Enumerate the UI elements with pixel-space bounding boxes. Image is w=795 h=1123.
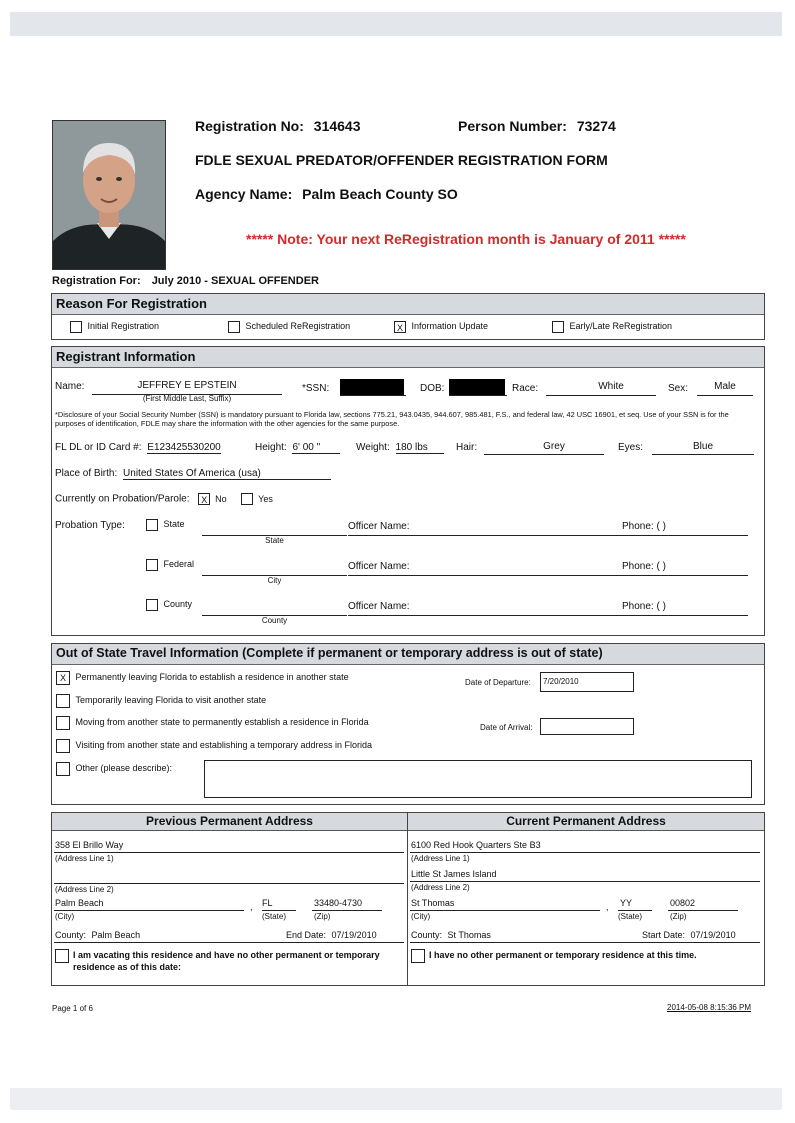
previous-city: Palm Beach — [55, 898, 104, 908]
eyes-value: Blue — [692, 441, 713, 452]
person-number-value: 73274 — [576, 118, 616, 134]
name-value: JEFFREY E EPSTEIN — [137, 380, 237, 391]
reregistration-note: ***** Note: Your next ReRegistration month is January of 2011 ***** — [246, 231, 686, 247]
federal-phone-label: Phone: ( ) — [622, 561, 666, 572]
federal-officer-label: Officer Name: — [348, 561, 410, 572]
initial-registration-label: Initial Registration — [87, 321, 160, 332]
hair-label: Hair: — [456, 442, 478, 453]
current-zip: 00802 — [670, 898, 696, 908]
address-section — [51, 812, 765, 986]
temporarily-leaving-label: Temporarily leaving Florida to visit another state — [75, 695, 267, 706]
reg-no-label: Registration No: — [195, 118, 304, 134]
ssn-label: *SSN: — [302, 383, 330, 394]
early-late-reregistration-checkbox[interactable] — [552, 321, 564, 333]
reason-title: Reason For Registration — [52, 294, 764, 315]
dob-label: DOB: — [420, 383, 445, 394]
state-phone-label: Phone: ( ) — [622, 521, 666, 532]
previous-line2-label: (Address Line 2) — [55, 885, 114, 894]
other-checkbox[interactable] — [56, 762, 70, 776]
previous-line1-label: (Address Line 1) — [55, 854, 114, 863]
page-number: Page 1 of 6 — [52, 1004, 93, 1013]
travel-section — [51, 643, 765, 805]
person-photo-icon — [53, 121, 165, 269]
current-line1-label: (Address Line 1) — [411, 854, 470, 863]
agency-label: Agency Name: — [195, 186, 293, 202]
previous-address-title: Previous Permanent Address — [52, 813, 407, 831]
state-sublabel: State — [265, 536, 284, 545]
current-city-label: (City) — [411, 912, 431, 921]
registration-for-value: July 2010 - SEXUAL OFFENDER — [151, 275, 319, 287]
sex-label: Sex: — [668, 383, 689, 394]
probation-state-checkbox[interactable] — [146, 519, 158, 531]
ssn-disclosure: *Disclosure of your Social Security Number (SSN) is mandatory pursuant to Florida law, sections 775.21, 943.0435, 944.607, 985.481, F.S., and federal law, 42 USC 16901, et seq. Use of your SSN is for the purposes of identification, FDLE may share the information with the other agencies for the same purpose. — [55, 410, 729, 428]
person-number-label: Person Number: — [458, 118, 567, 134]
county-officer-label: Officer Name: — [348, 601, 410, 612]
name-label: Name: — [55, 381, 85, 392]
probation-label: Currently on Probation/Parole: — [55, 493, 190, 505]
previous-county-label: County: — [55, 930, 87, 940]
current-county-label: County: — [411, 930, 443, 940]
height-value: 6' 00 " — [292, 442, 340, 454]
hair-value: Grey — [543, 441, 565, 452]
initial-registration-checkbox[interactable] — [70, 321, 82, 333]
arrival-field[interactable] — [540, 718, 634, 735]
previous-county: Palm Beach — [91, 930, 141, 940]
probation-no-label: No — [215, 493, 227, 504]
pob-label: Place of Birth: — [55, 468, 118, 479]
previous-state: FL — [262, 898, 273, 908]
probation-no-checkbox[interactable]: X — [198, 493, 210, 505]
previous-zip-label: (Zip) — [314, 912, 331, 921]
reason-section — [51, 293, 765, 340]
weight-value: 180 lbs — [396, 442, 444, 454]
current-address: Current Permanent Address 6100 Red Hook Quarters Ste B3 (Address Line 1) Little St James Island (Address Line 2) St Thomas (City) , YY (State) 00802 (Zip) County: St Thomas Start Date: 07/19/2010 I have no other permanent or temporary residence at this time. — [408, 813, 764, 985]
height-label: Height: — [255, 442, 287, 453]
temporarily-leaving-checkbox[interactable] — [56, 694, 70, 708]
current-city: St Thomas — [411, 898, 455, 908]
scan-bottom-band — [10, 1088, 782, 1110]
state-officer-label: Officer Name: — [348, 521, 410, 532]
previous-city-label: (City) — [55, 912, 75, 921]
no-other-residence-label: I have no other permanent or temporary residence at this time. — [429, 950, 697, 960]
probation-county-checkbox[interactable] — [146, 599, 158, 611]
permanently-leaving-checkbox[interactable]: X — [56, 671, 70, 685]
visiting-florida-label: Visiting from another state and establishing a temporary address in Florida — [75, 740, 373, 751]
previous-zip: 33480-4730 — [314, 898, 363, 908]
current-line2: Little St James Island — [411, 869, 497, 879]
city-sublabel: City — [267, 576, 282, 585]
registrant-section — [51, 346, 765, 636]
dob-redaction — [449, 379, 505, 395]
probation-yes-label: Yes — [258, 493, 273, 504]
probation-federal-checkbox[interactable] — [146, 559, 158, 571]
current-line1: 6100 Red Hook Quarters Ste B3 — [411, 840, 541, 850]
eyes-label: Eyes: — [618, 442, 644, 453]
previous-state-label: (State) — [262, 912, 287, 921]
scan-top-band — [10, 12, 782, 36]
form-title: FDLE SEXUAL PREDATOR/OFFENDER REGISTRATION FORM — [195, 152, 608, 168]
information-update-label: Information Update — [411, 321, 489, 332]
current-address-title: Current Permanent Address — [408, 813, 764, 831]
scheduled-reregistration-label: Scheduled ReRegistration — [245, 321, 351, 332]
probation-federal-label: Federal — [163, 559, 195, 570]
vacating-checkbox[interactable] — [55, 949, 69, 963]
probation-state-label: State — [163, 519, 185, 530]
departure-label: Date of Departure: — [465, 678, 531, 687]
previous-end-date-label: End Date: — [286, 930, 327, 940]
sex-value: Male — [714, 381, 736, 392]
ssn-redaction — [340, 379, 404, 395]
county-sublabel: County — [261, 616, 288, 625]
agency-value: Palm Beach County SO — [302, 186, 458, 202]
current-state: YY — [620, 898, 633, 908]
current-line2-label: (Address Line 2) — [411, 883, 470, 892]
probation-county-label: County — [163, 599, 193, 610]
permanently-leaving-label: Permanently leaving Florida to establish a residence in another state — [75, 672, 349, 683]
previous-line1: 358 El Brillo Way — [55, 840, 124, 850]
probation-type-label: Probation Type: — [55, 520, 125, 531]
county-phone-label: Phone: ( ) — [622, 601, 666, 612]
current-state-label: (State) — [618, 912, 643, 921]
dl-value: E123425530200 — [147, 442, 221, 453]
early-late-reregistration-label: Early/Late ReRegistration — [569, 321, 673, 332]
current-county: St Thomas — [447, 930, 491, 940]
current-start-date-label: Start Date: — [642, 930, 686, 940]
moving-to-florida-checkbox[interactable] — [56, 716, 70, 730]
weight-label: Weight: — [356, 442, 390, 453]
moving-to-florida-label: Moving from another state to permanently establish a residence in Florida — [75, 717, 369, 728]
registrant-title: Registrant Information — [52, 347, 764, 368]
departure-field[interactable]: 7/20/2010 — [540, 672, 634, 692]
arrival-label: Date of Arrival: — [480, 723, 533, 732]
race-value: White — [598, 381, 624, 392]
reg-no-value: 314643 — [313, 118, 361, 134]
print-timestamp: 2014-05-08 8:15:36 PM — [667, 1003, 752, 1012]
current-start-date: 07/19/2010 — [690, 930, 736, 940]
visiting-florida-checkbox[interactable] — [56, 739, 70, 753]
no-other-residence-checkbox[interactable] — [411, 949, 425, 963]
race-label: Race: — [512, 383, 539, 394]
vacating-label: I am vacating this residence and have no other permanent or temporary residence as of this date: — [73, 950, 380, 972]
scheduled-reregistration-checkbox[interactable] — [228, 321, 240, 333]
dl-label: FL DL or ID Card #: — [55, 442, 142, 453]
information-update-checkbox[interactable]: X — [394, 321, 406, 333]
pob-value: United States Of America (usa) — [123, 468, 331, 480]
registration-for-label: Registration For: — [52, 275, 141, 287]
travel-title: Out of State Travel Information (Complete if permanent or temporary address is out of state) — [52, 644, 764, 665]
name-sublabel: (First Middle Last, Suffix) — [142, 394, 232, 403]
probation-yes-checkbox[interactable] — [241, 493, 253, 505]
previous-end-date: 07/19/2010 — [331, 930, 377, 940]
other-description-field[interactable] — [204, 760, 752, 798]
current-zip-label: (Zip) — [670, 912, 687, 921]
registrant-photo — [52, 120, 166, 270]
previous-address: Previous Permanent Address 358 El Brillo Way (Address Line 1) (Address Line 2) Palm Beach (City) , FL (State) 33480-4730 (Zip) County: Palm Beach End Date: 07/19/2010 I am vacating this residence and have no other permanent or temporary residence as of this date: — [52, 813, 408, 985]
other-label: Other (please describe): — [75, 763, 173, 774]
